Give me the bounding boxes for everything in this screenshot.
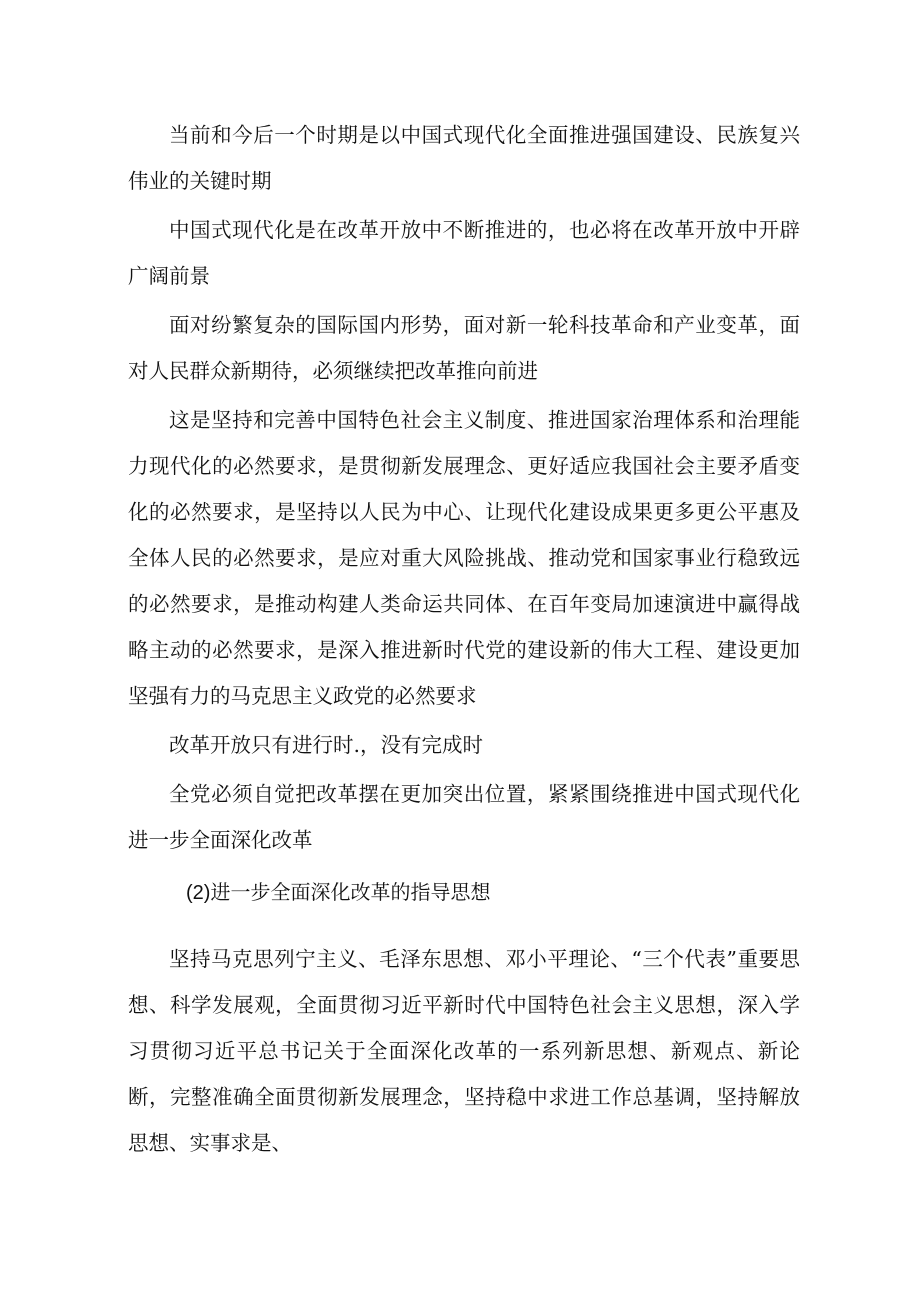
- paragraph-necessary-requirements: 这是坚持和完善中国特色社会主义制度、推进国家治理体系和治理能力现代化的必然要求，是贯彻新发展理念、更好适应我国社会主要矛盾变化的必然要求，是坚持以人民为中心、让现代化建设成果更多更公平惠及全体人民的必然要求，是应对重大风险挑战、推动党和国家事业行稳致远的必然要求，是推动构建人类命运共同体、在百年变局加速演进中赢得战略主动的必然要求，是深入推进新时代党的建设新的伟大工程、建设更加坚强有力的马克思主义政党的必然要求: [128, 408, 800, 708]
- paragraph-key-period: 当前和今后一个时期是以中国式现代化全面推进强国建设、民族复兴伟业的关键时期: [128, 123, 800, 193]
- paragraph-guiding-ideology: 坚持马克思列宁主义、毛泽东思想、邓小平理论、“三个代表”重要思想、科学发展观，全面贯彻习近平新时代中国特色社会主义思想，深入学习贯彻习近平总书记关于全面深化改革的一系列新思想、新观点、新论断，完整准确全面贯彻新发展理念，坚持稳中求进工作总基调，坚持解放思想、实事求是、: [128, 947, 800, 1155]
- paragraph-ongoing-reform: 改革开放只有进行时.，没有完成时: [169, 733, 484, 757]
- paragraph-complex-situation: 面对纷繁复杂的国际国内形势，面对新一轮科技革命和产业变革，面对人民群众新期待，必须继续把改革推向前进: [128, 313, 800, 383]
- section-heading-guiding-ideology: (2)进一步全面深化改革的指导思想: [186, 882, 491, 904]
- document-body: [128, 112, 800, 1166]
- paragraph-whole-party: 全党必须自觉把改革摆在更加突出位置，紧紧围绕推进中国式现代化进一步全面深化改革: [128, 782, 800, 852]
- paragraph-reform-opening: 中国式现代化是在改革开放中不断推进的，也必将在改革开放中开辟广阔前景: [128, 218, 800, 288]
